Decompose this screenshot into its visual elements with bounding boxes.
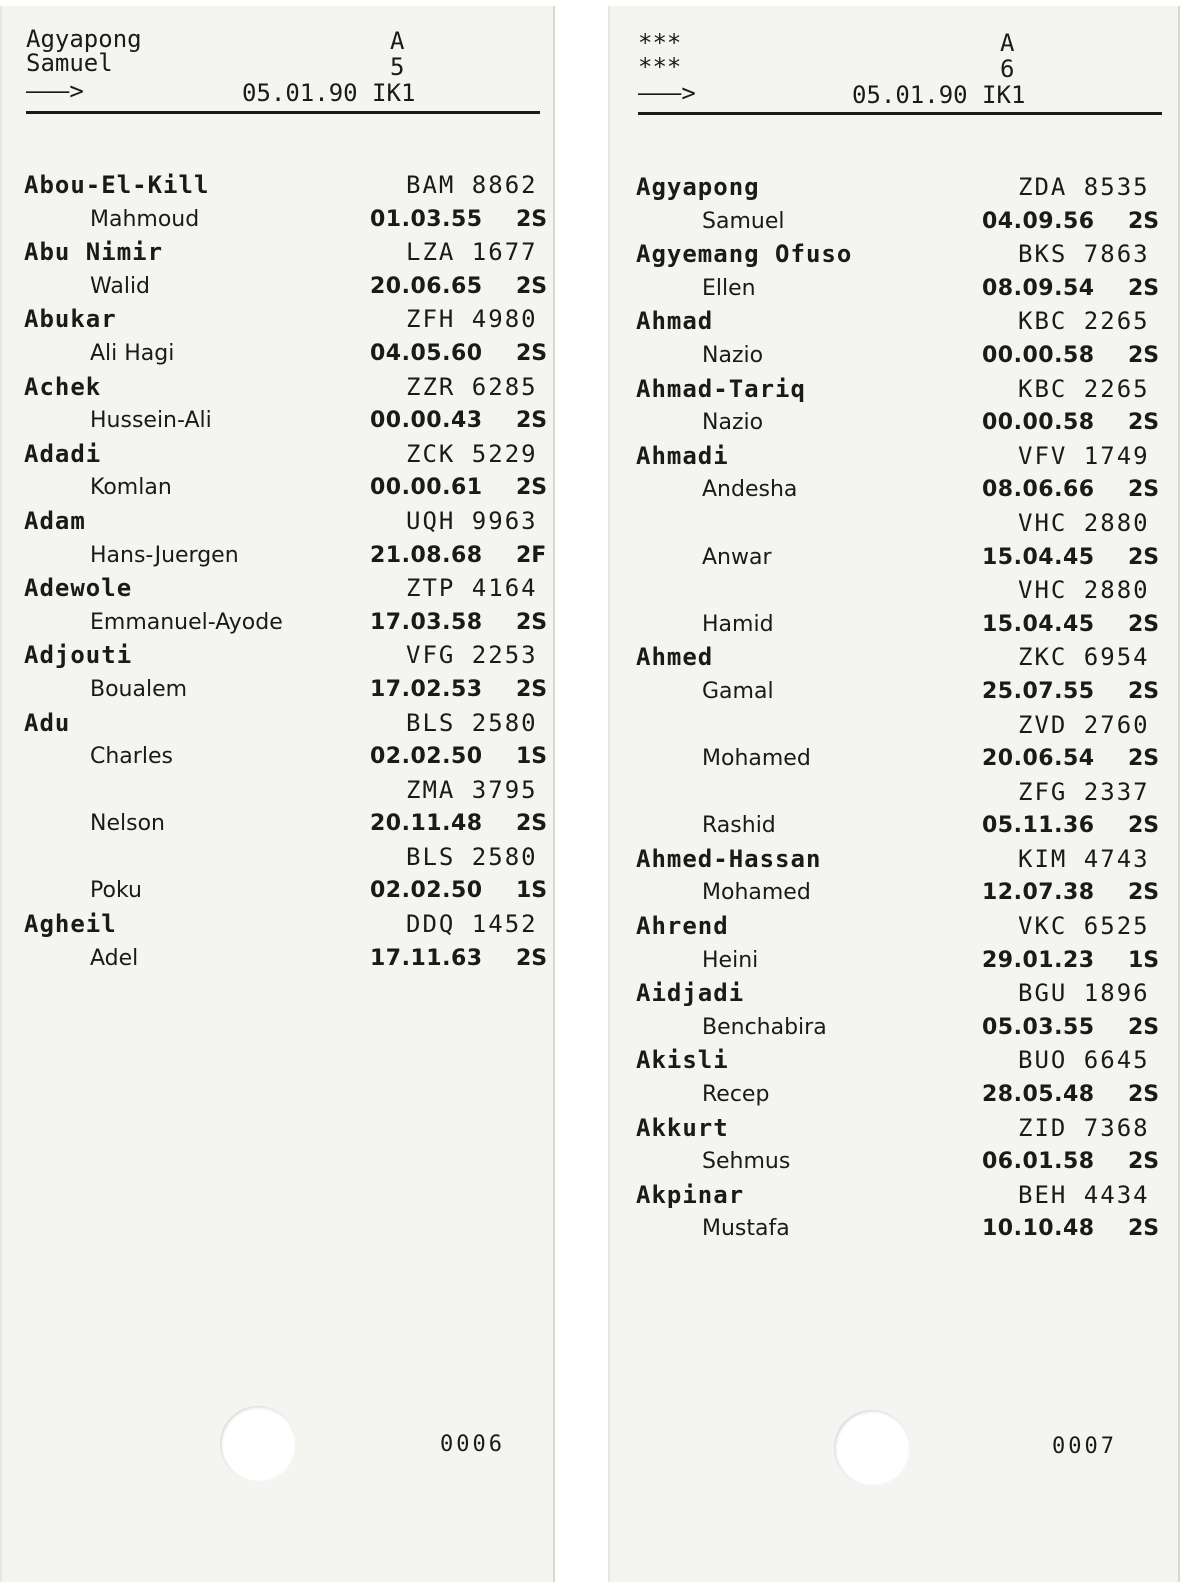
entry-name-row bbox=[608, 910, 1180, 944]
status-code: 2S bbox=[1128, 1082, 1160, 1108]
surname: Adadi bbox=[24, 439, 102, 468]
entry-name-row bbox=[608, 305, 1180, 339]
status-code: 2S bbox=[1128, 611, 1160, 637]
entry-detail-row bbox=[608, 1145, 1180, 1179]
entry-detail-row bbox=[608, 944, 1180, 978]
status-code: 2S bbox=[1128, 1014, 1160, 1040]
given-name: Mustafa bbox=[702, 1216, 790, 1242]
given-name: Walid bbox=[90, 273, 151, 299]
entry-name-row bbox=[0, 169, 555, 203]
page-number: 0007 bbox=[1052, 1434, 1117, 1459]
header-name-line1: Agyapong bbox=[26, 25, 142, 53]
header-letter: A bbox=[1000, 29, 1015, 57]
entry-name-row bbox=[0, 572, 555, 606]
entry-name-row bbox=[608, 776, 1180, 810]
entry-name-row bbox=[608, 977, 1180, 1011]
birth-date: 08.06.66 bbox=[982, 477, 1095, 503]
birth-date: 15.04.45 bbox=[982, 611, 1095, 637]
given-name: Benchabira bbox=[702, 1014, 827, 1040]
status-code: 2S bbox=[516, 945, 548, 971]
status-code: 2S bbox=[1128, 1149, 1160, 1175]
entry-name-row bbox=[608, 373, 1180, 407]
record-code: ZKC 6954 bbox=[1018, 643, 1150, 672]
status-code: 2S bbox=[1128, 477, 1160, 503]
birth-date: 05.03.55 bbox=[982, 1014, 1095, 1040]
birth-date: 08.09.54 bbox=[982, 275, 1095, 301]
record-code: VKC 6525 bbox=[1018, 912, 1150, 941]
entry-detail-row bbox=[0, 942, 555, 976]
header-name-line2: Samuel bbox=[26, 49, 113, 77]
entry-name-row bbox=[608, 507, 1180, 541]
given-name: Hans-Juergen bbox=[90, 542, 239, 568]
record-code: KBC 2265 bbox=[1018, 374, 1150, 403]
given-name: Sehmus bbox=[702, 1149, 791, 1175]
status-code: 2S bbox=[1128, 544, 1160, 570]
record-code: VHC 2880 bbox=[1018, 576, 1150, 605]
birth-date: 15.04.45 bbox=[982, 544, 1095, 570]
surname: Aidjadi bbox=[636, 979, 745, 1008]
entry-name-row bbox=[608, 1112, 1180, 1146]
birth-date: 29.01.23 bbox=[982, 947, 1095, 973]
entry-name-row bbox=[0, 371, 555, 405]
punch-hole bbox=[834, 1410, 910, 1486]
entry-detail-row bbox=[0, 337, 555, 371]
record-code: BAM 8862 bbox=[406, 171, 538, 199]
record-code: BKS 7863 bbox=[1018, 240, 1150, 269]
status-code: 2S bbox=[516, 273, 548, 299]
birth-date: 25.07.55 bbox=[982, 678, 1095, 704]
entry-list-left bbox=[0, 169, 555, 975]
surname: Ahmad bbox=[636, 307, 714, 336]
given-name: Mohamed bbox=[702, 746, 811, 772]
header-date-code: 05.01.90 IK1 bbox=[242, 79, 416, 107]
entry-detail-row bbox=[608, 272, 1180, 306]
entry-name-row bbox=[0, 639, 555, 673]
surname: Adam bbox=[24, 506, 86, 535]
record-code: ZZR 6285 bbox=[406, 372, 538, 401]
record-code: UQH 9963 bbox=[406, 506, 538, 535]
entry-name-row bbox=[608, 843, 1180, 877]
surname: Adu bbox=[24, 708, 71, 737]
entry-name-row bbox=[0, 707, 555, 741]
record-code: BLS 2580 bbox=[406, 842, 538, 871]
entry-detail-row bbox=[0, 740, 555, 774]
given-name: Ellen bbox=[702, 275, 756, 301]
entry-detail-row bbox=[0, 404, 555, 438]
entry-detail-row bbox=[608, 1011, 1180, 1045]
record-code: VFV 1749 bbox=[1018, 441, 1150, 470]
birth-date: 05.11.36 bbox=[982, 813, 1095, 839]
given-name: Anwar bbox=[702, 544, 772, 570]
surname: Achek bbox=[24, 372, 102, 401]
surname: Abu Nimir bbox=[24, 238, 164, 267]
entry-detail-row bbox=[608, 541, 1180, 575]
birth-date: 28.05.48 bbox=[982, 1082, 1095, 1108]
record-code: ZTP 4164 bbox=[406, 574, 538, 603]
entry-detail-row bbox=[608, 675, 1180, 709]
entry-name-row bbox=[0, 303, 555, 337]
birth-date: 02.02.50 bbox=[370, 744, 483, 770]
list-sheet-right bbox=[608, 6, 1180, 1582]
surname: Akkurt bbox=[636, 1113, 729, 1142]
surname: Abou-El-Kill bbox=[24, 171, 210, 199]
birth-date: 00.00.61 bbox=[370, 475, 483, 501]
entry-detail-row bbox=[0, 606, 555, 640]
entry-detail-row bbox=[608, 1078, 1180, 1112]
entry-name-row bbox=[608, 440, 1180, 474]
status-code: 2S bbox=[516, 676, 548, 702]
entry-name-row bbox=[0, 774, 555, 808]
entry-name-row bbox=[0, 908, 555, 942]
header-sheet-number: 5 bbox=[390, 53, 405, 81]
status-code: 2S bbox=[516, 206, 548, 232]
surname: Akisli bbox=[636, 1046, 729, 1075]
record-code: KBC 2265 bbox=[1018, 307, 1150, 336]
given-name: Samuel bbox=[702, 208, 785, 234]
status-code: 2S bbox=[1128, 410, 1160, 436]
birth-date: 04.05.60 bbox=[370, 340, 483, 366]
given-name: Recep bbox=[702, 1082, 770, 1108]
status-code: 2S bbox=[516, 609, 548, 635]
record-code: LZA 1677 bbox=[406, 238, 538, 267]
entry-list-right bbox=[608, 171, 1180, 1246]
record-code: KIM 4743 bbox=[1018, 844, 1150, 873]
entry-detail-row bbox=[0, 874, 555, 908]
status-code: 2F bbox=[516, 542, 547, 568]
record-code: ZCK 5229 bbox=[406, 439, 538, 468]
given-name: Mohamed bbox=[702, 880, 811, 906]
status-code: 2S bbox=[1128, 678, 1160, 704]
status-code: 1S bbox=[1128, 947, 1160, 973]
status-code: 2S bbox=[516, 340, 548, 366]
entry-detail-row bbox=[0, 673, 555, 707]
status-code: 2S bbox=[1128, 342, 1160, 368]
header-name-line2: *** bbox=[638, 53, 682, 81]
given-name: Nazio bbox=[702, 342, 764, 368]
surname: Agheil bbox=[24, 910, 117, 939]
surname: Ahmadi bbox=[636, 441, 729, 470]
record-code: VFG 2253 bbox=[406, 641, 538, 670]
birth-date: 00.00.43 bbox=[370, 408, 483, 434]
entry-name-row bbox=[608, 238, 1180, 272]
birth-date: 20.06.54 bbox=[982, 746, 1095, 772]
record-code: ZFG 2337 bbox=[1018, 777, 1150, 806]
given-name: Heini bbox=[702, 947, 759, 973]
entry-name-row bbox=[0, 236, 555, 270]
entry-detail-row bbox=[608, 1212, 1180, 1246]
birth-date: 12.07.38 bbox=[982, 880, 1095, 906]
given-name: Mahmoud bbox=[90, 206, 200, 232]
birth-date: 02.02.50 bbox=[370, 878, 483, 904]
entry-name-row bbox=[608, 1044, 1180, 1078]
entry-name-row bbox=[608, 1179, 1180, 1213]
birth-date: 10.10.48 bbox=[982, 1216, 1095, 1242]
header-rule bbox=[26, 111, 540, 114]
record-code: ZFH 4980 bbox=[406, 305, 538, 334]
status-code: 2S bbox=[516, 475, 548, 501]
birth-date: 06.01.58 bbox=[982, 1149, 1095, 1175]
status-code: 2S bbox=[516, 811, 548, 837]
surname: Ahmed bbox=[636, 643, 714, 672]
birth-date: 20.06.65 bbox=[370, 273, 483, 299]
entry-detail-row bbox=[608, 406, 1180, 440]
record-code: BGU 1896 bbox=[1018, 979, 1150, 1008]
header-arrow: ———> bbox=[638, 79, 696, 107]
entry-detail-row bbox=[608, 742, 1180, 776]
header-arrow: ———> bbox=[26, 77, 84, 105]
record-code: ZMA 3795 bbox=[406, 775, 538, 804]
entry-detail-row bbox=[0, 539, 555, 573]
status-code: 1S bbox=[516, 744, 548, 770]
header-rule bbox=[638, 112, 1162, 115]
given-name: Ali Hagi bbox=[90, 340, 175, 366]
status-code: 2S bbox=[1128, 275, 1160, 301]
header-date-code: 05.01.90 IK1 bbox=[852, 81, 1026, 109]
record-code: ZDA 8535 bbox=[1018, 173, 1150, 201]
entry-detail-row bbox=[608, 339, 1180, 373]
entry-detail-row bbox=[608, 205, 1180, 239]
birth-date: 21.08.68 bbox=[370, 542, 483, 568]
given-name: Charles bbox=[90, 744, 173, 770]
given-name: Boualem bbox=[90, 676, 188, 702]
given-name: Hamid bbox=[702, 611, 774, 637]
birth-date: 17.03.58 bbox=[370, 609, 483, 635]
given-name: Nelson bbox=[90, 811, 165, 837]
surname: Adjouti bbox=[24, 641, 133, 670]
birth-date: 20.11.48 bbox=[370, 811, 483, 837]
entry-detail-row bbox=[0, 807, 555, 841]
record-code: DDQ 1452 bbox=[406, 910, 538, 939]
entry-name-row bbox=[0, 841, 555, 875]
birth-date: 04.09.56 bbox=[982, 208, 1095, 234]
birth-date: 17.11.63 bbox=[370, 945, 483, 971]
entry-detail-row bbox=[0, 270, 555, 304]
entry-name-row bbox=[0, 505, 555, 539]
record-code: ZVD 2760 bbox=[1018, 710, 1150, 739]
header-name-line1: *** bbox=[638, 29, 682, 57]
given-name: Gamal bbox=[702, 678, 774, 704]
birth-date: 00.00.58 bbox=[982, 410, 1095, 436]
surname: Ahrend bbox=[636, 912, 729, 941]
punch-hole bbox=[220, 1406, 296, 1482]
record-code: BUO 6645 bbox=[1018, 1046, 1150, 1075]
entry-detail-row bbox=[608, 876, 1180, 910]
status-code: 2S bbox=[1128, 1216, 1160, 1242]
header-sheet-number: 6 bbox=[1000, 55, 1015, 83]
given-name: Adel bbox=[90, 945, 139, 971]
status-code: 2S bbox=[1128, 813, 1160, 839]
entry-name-row bbox=[608, 171, 1180, 205]
status-code: 2S bbox=[1128, 746, 1160, 772]
entry-name-row bbox=[608, 641, 1180, 675]
entry-name-row bbox=[0, 438, 555, 472]
given-name: Hussein-Ali bbox=[90, 408, 212, 434]
entry-detail-row bbox=[608, 473, 1180, 507]
given-name: Andesha bbox=[702, 477, 798, 503]
record-code: BEH 4434 bbox=[1018, 1180, 1150, 1209]
surname: Abukar bbox=[24, 305, 117, 334]
given-name: Rashid bbox=[702, 813, 776, 839]
surname: Agyemang Ofuso bbox=[636, 240, 853, 269]
status-code: 2S bbox=[1128, 880, 1160, 906]
given-name: Nazio bbox=[702, 410, 764, 436]
record-code: ZID 7368 bbox=[1018, 1113, 1150, 1142]
record-code: BLS 2580 bbox=[406, 708, 538, 737]
given-name: Komlan bbox=[90, 475, 172, 501]
surname: Ahmed-Hassan bbox=[636, 844, 822, 873]
record-code: VHC 2880 bbox=[1018, 508, 1150, 537]
given-name: Poku bbox=[90, 878, 142, 904]
entry-detail-row bbox=[608, 809, 1180, 843]
entry-name-row bbox=[608, 709, 1180, 743]
birth-date: 00.00.58 bbox=[982, 342, 1095, 368]
entry-detail-row bbox=[0, 471, 555, 505]
surname: Akpinar bbox=[636, 1180, 745, 1209]
birth-date: 01.03.55 bbox=[370, 206, 483, 232]
surname: Agyapong bbox=[636, 173, 760, 201]
status-code: 1S bbox=[516, 878, 548, 904]
page-number: 0006 bbox=[440, 1432, 505, 1457]
list-sheet-left bbox=[0, 6, 555, 1582]
surname: Adewole bbox=[24, 574, 133, 603]
given-name: Emmanuel-Ayode bbox=[90, 609, 283, 635]
entry-detail-row bbox=[0, 203, 555, 237]
status-code: 2S bbox=[1128, 208, 1160, 234]
surname: Ahmad-Tariq bbox=[636, 374, 806, 403]
status-code: 2S bbox=[516, 408, 548, 434]
entry-detail-row bbox=[608, 608, 1180, 642]
header-letter: A bbox=[390, 27, 405, 55]
birth-date: 17.02.53 bbox=[370, 676, 483, 702]
entry-name-row bbox=[608, 574, 1180, 608]
